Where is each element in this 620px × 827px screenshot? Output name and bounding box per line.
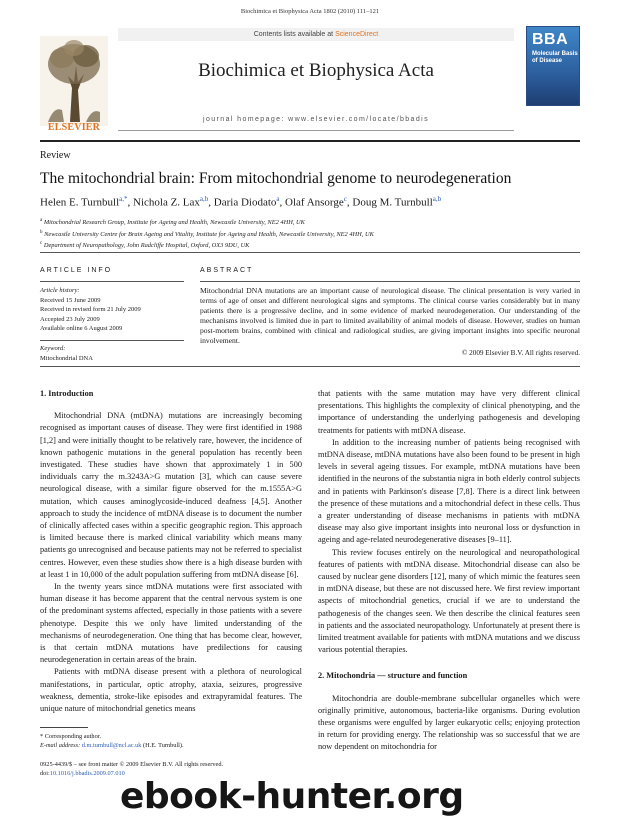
keyword-item: Mitochondrial DNA	[40, 354, 93, 362]
author-separator: ,	[346, 196, 353, 209]
body-paragraph: that patients with the same mutation may have very different clinical presentations. This highlights the complexity of clinical phenotyping, and the importance of understanding the underlying pathogenesis and developing treatments for patients with mtDNA disease.	[318, 389, 580, 435]
affiliation-item	[40, 216, 580, 228]
article-info-rule	[40, 281, 184, 282]
article-history	[40, 286, 190, 334]
footnote-rule	[40, 727, 88, 728]
abstract-bottom-rule	[40, 366, 580, 367]
issn-line: 0925-4439/$ – see front matter © 2009 Elsevier B.V. All rights reserved.	[40, 761, 224, 768]
contents-line	[118, 28, 514, 41]
history-item: Received 15 June 2009	[40, 296, 101, 304]
masthead	[40, 24, 580, 136]
cover-subtitle: Molecular Basis of Disease	[532, 51, 578, 64]
email-link[interactable]: d.m.turnbull@ncl.ac.uk	[81, 742, 142, 749]
body-paragraph: This review focuses entirely on the neurological and neuropathological features of patients with mtDNA disease. Mitochondrial disease can also be caused by nuclear gene disorders [12], many of which mimic the features seen in mtDNA disease, but these are not discussed here. We first review important aspects of mitochondrial genetics, crucial if we are to understand the pathogenesis of the changes seen. We then describe the clinical features seen in patients and the associated neuropathology. Unfortunately at present there is limited treatment available for patients with mtDNA mutations and we discuss various potential therapies.	[318, 547, 580, 655]
keywords-rule	[40, 340, 184, 341]
abstract-heading: ABSTRACT	[200, 267, 254, 274]
footnote	[40, 732, 302, 750]
journal-homepage[interactable]: journal homepage: www.elsevier.com/locate/bbadis	[203, 116, 429, 123]
author-name: Nichola Z. Lax	[133, 196, 200, 209]
sciencedirect-link[interactable]: ScienceDirect	[335, 31, 379, 38]
affiliation-item	[40, 228, 580, 240]
band-divider	[118, 130, 514, 131]
author-affil-marker[interactable]: c	[343, 195, 347, 203]
journal-band	[118, 24, 514, 136]
affiliation-item	[40, 239, 580, 251]
body-paragraph: Patients with mtDNA disease present with a plethora of neurological manifestations, in particular, optic atrophy, ataxia, seizures, progressive weakness, dementia, stroke-like episodes and extrapyramidal features. The unique nature of mitochondrial genetics means	[40, 667, 302, 714]
doi-link[interactable]: 10.1016/j.bbadis.2009.07.010	[49, 770, 125, 777]
author-name: Olaf Ansorge	[285, 196, 344, 209]
affiliation-marker: a	[40, 218, 43, 223]
email-label: E-mail address:	[40, 742, 82, 749]
section-heading-introduction: 1. Introduction	[40, 389, 94, 398]
contents-prefix: Contents lists available at	[253, 31, 336, 38]
author-affil-marker[interactable]: a,b	[199, 195, 209, 203]
author-list	[40, 195, 580, 209]
journal-cover-thumbnail	[526, 26, 580, 106]
section-heading-mitochondria: 2. Mitochondria — structure and function	[318, 671, 468, 681]
history-item: Accepted 23 July 2009	[40, 315, 100, 323]
abstract-text: Mitochondrial DNA mutations are an important cause of neurological disease. The clinical presentation is very varied in terms of age of onset and different neurological signs and symptoms. The clinical course varies considerably but in many patients there is a progressive decline, and in some evidence of marked neurodegeneration. Our understanding of the mechanisms involved is limited due in part to limited availability of animal models of disease. However, studies on human post-mortem brains, combined with clinical and radiological studies, are giving important insights into specific neuronal involvement.	[200, 286, 580, 345]
affiliations	[40, 216, 580, 251]
history-label: Article history:	[40, 287, 80, 294]
article-info-heading: ARTICLE INFO	[40, 267, 113, 274]
author-affil-marker[interactable]: a,b	[432, 195, 442, 203]
article-section-type: Review	[40, 150, 71, 161]
affiliation-rule	[40, 252, 580, 253]
author-separator: ,	[127, 196, 134, 209]
email-suffix: (H.E. Turnbull).	[141, 742, 184, 749]
journal-reference: Biochimica et Biophysica Acta 1802 (2010) 111–121	[240, 8, 380, 15]
affiliation-marker: b	[40, 229, 43, 235]
affiliation-marker: c	[40, 241, 43, 247]
affiliation-text: Mitochondrial Research Group, Institute for Ageing and Health, Newcastle University, NE2 4HH, UK	[43, 219, 305, 227]
body-column-right	[318, 388, 580, 754]
email-line	[40, 741, 302, 750]
abstract-rule	[200, 281, 580, 282]
article-title: The mitochondrial brain: From mitochondrial genome to neurodegeneration	[40, 170, 512, 187]
history-item: Received in revised form 21 July 2009	[40, 306, 141, 313]
author-separator: ,	[208, 196, 214, 209]
elsevier-wordmark: ELSEVIER	[47, 122, 101, 133]
affiliation-text: Department of Neuropathology, John Radcliffe Hospital, Oxford, OX3 9DU, UK	[43, 242, 250, 250]
body-column-left	[40, 388, 302, 715]
body-paragraph: In the twenty years since mtDNA mutations were first associated with human disease it has become apparent that the central nervous system is one of the predominant systems affected, especially in those patients with a severe phenotype. Despite this we only have limited understanding of the mechanisms of neurodegeneration. One thing that has become clear, however, is that certain mtDNA mutations have predilections for causing neurodegeneration in certain areas of the brain.	[40, 582, 302, 665]
author-separator: ,	[279, 196, 286, 209]
keywords-label: Keyword:	[40, 345, 66, 352]
body-paragraph: In addition to the increasing number of patients being recognised with mtDNA disease, mtDNA mutations have also been found to be present in high levels in several ageing tissues. For example, mtDNA mutations have been identified in the neurons of the substantia nigra in both elderly control subjects and in patients with Parkinson's disease [7,8]. There is a direct link between the presence of these mutations and a mitochondrial defect in these cells. Thus a greater understanding of disease mechanisms in patients with mtDNA disease may also give important insights into neuronal loss or dysfunction in ageing and age-related neurodegenerative diseases [9–11].	[318, 437, 580, 545]
corresponding-author-note: * Corresponding author.	[40, 733, 102, 740]
author-name: Daria Diodato	[213, 196, 277, 209]
keywords	[40, 344, 190, 363]
journal-title: Biochimica et Biophysica Acta	[198, 60, 434, 81]
body-paragraph: Mitochondria are double-membrane subcellular organelles which were originally primitive, autonomous, bacteria-like organisms. During evolution these organisms were engulfed by larger eukaryotic cells; enjoying protection in return for providing energy. The relationship was so successful that we are now dependent on mitochondria for	[318, 693, 580, 752]
abstract-copyright: © 2009 Elsevier B.V. All rights reserved.	[461, 349, 580, 357]
history-item: Available online 6 August 2009	[40, 325, 123, 332]
author-affil-marker[interactable]: a,*	[119, 195, 128, 203]
watermark-text: ebook-hunter.org	[120, 776, 464, 817]
author-name: Doug M. Turnbull	[352, 196, 433, 209]
author-name: Helen E. Turnbull	[40, 196, 120, 209]
author-affil-marker[interactable]: a	[276, 195, 280, 203]
elsevier-tree-logo-icon	[40, 32, 108, 130]
affiliation-text: Newcastle University Centre for Brain Ageing and Vitality, Institute for Ageing and Health, Newcastle University, NE2 4HH, UK	[44, 230, 374, 238]
doi-prefix: doi:	[40, 770, 50, 777]
cover-bba-label: BBA	[532, 31, 569, 48]
body-paragraph: Mitochondrial DNA (mtDNA) mutations are increasingly becoming recognised as important causes of disease. They were first identified in 1988 [1,2] and were initially thought to be relatively rare, however, the incidence of known pathogenic mutations in the general population has recently been investigated. These studies have shown that approximately 1 in 500 individuals carry the m.3243A>G mutation [3], which can cause severe neurological disease, with a similar figure observed for the m.1555A>G mutation, which causes aminoglycoside-induced deafness [4,5]. Another approach to study the incidence of mtDNA disease is to document the number of clinically affected cases within a specific geographic region. This approach is limited because there is marked clinical variability which means many patients go unrecognised and because patients may not be referred to specialist centres. However, even these studies show there is a high disease burden with at least 1 in 10,000 of the adult population suffering from mtDNA disease [6].	[40, 411, 302, 579]
header-rule	[40, 140, 580, 142]
